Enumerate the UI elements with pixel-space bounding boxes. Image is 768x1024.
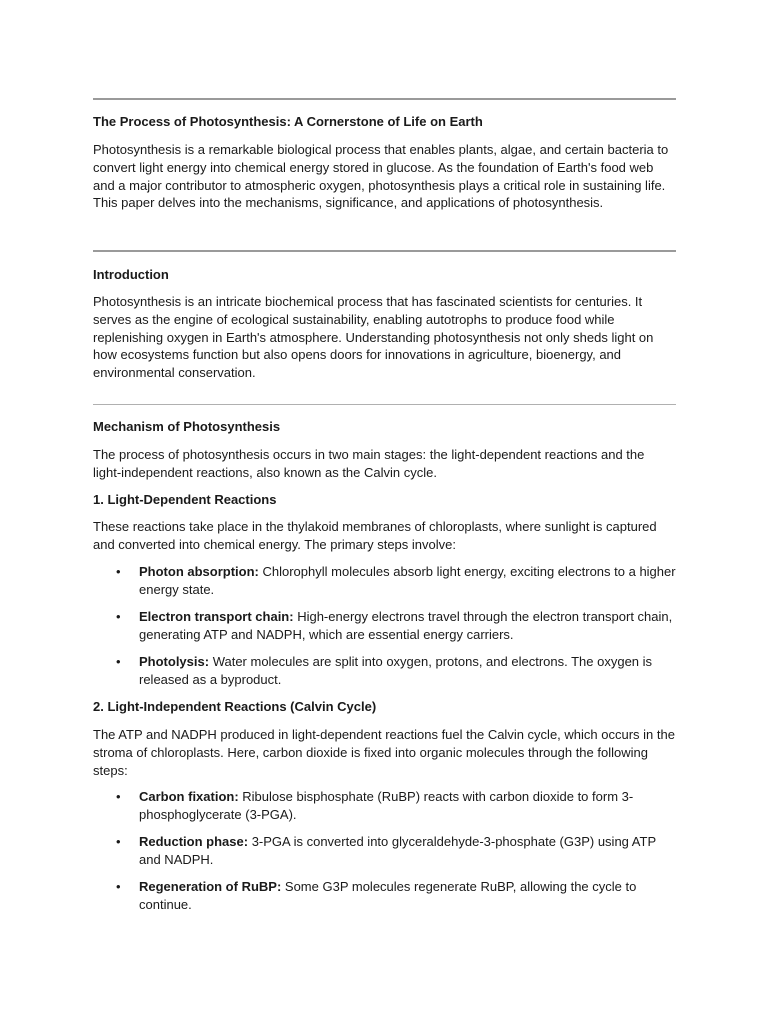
list-item-text — [139, 788, 676, 824]
list-item-term: Carbon fixation: — [139, 789, 239, 804]
light-dependent-heading: 1. Light-Dependent Reactions — [93, 492, 277, 507]
light-dependent-intro-paragraph: These reactions take place in the thylakoid membranes of chloroplasts, where sunlight is captured and converted into chemical energy. The primary steps involve: — [93, 519, 657, 552]
bullet-icon: • — [116, 789, 121, 804]
bullet-icon: • — [116, 879, 121, 894]
section-divider — [93, 98, 676, 100]
document-title: The Process of Photosynthesis: A Cornerstone of Life on Earth — [93, 114, 483, 129]
list-item-description: 3-PGA is converted into glyceraldehyde-3-phosphate (G3P) using ATP and NADPH. — [139, 834, 656, 867]
list-item-term: Photon absorption: — [139, 564, 259, 579]
bullet-icon: • — [116, 609, 121, 624]
list-item-description: Ribulose bisphosphate (RuBP) reacts with carbon dioxide to form 3-phosphoglycerate (3-PGA). — [139, 789, 634, 822]
list-item-description: Chlorophyll molecules absorb light energy, exciting electrons to a higher energy state. — [139, 564, 676, 597]
list-item-term: Reduction phase: — [139, 834, 249, 849]
list-item-description: Water molecules are split into oxygen, protons, and electrons. The oxygen is released as a byproduct. — [139, 654, 653, 687]
list-item-text — [139, 833, 676, 869]
introduction-heading: Introduction — [93, 267, 169, 282]
list-item-text — [139, 608, 676, 644]
mechanism-heading: Mechanism of Photosynthesis — [93, 419, 281, 434]
list-item-term: Electron transport chain: — [139, 609, 294, 624]
mechanism-intro-paragraph: The process of photosynthesis occurs in two main stages: the light-dependent reactions and the light-independent reactions, also known as the Calvin cycle. — [93, 447, 645, 480]
light-independent-heading: 2. Light-Independent Reactions (Calvin Cycle) — [93, 699, 377, 714]
introduction-paragraph: Photosynthesis is an intricate biochemical process that has fascinated scientists for centuries. It serves as the engine of ecological sustainability, enabling autotrophs to produce food while replenishing oxygen in Earth's atmosphere. Understanding photosynthesis not only sheds light on how ecosystems function but also opens doors for innovations in agriculture, bioenergy, and environmental conservation. — [93, 294, 654, 381]
bullet-icon: • — [116, 834, 121, 849]
bullet-icon: • — [116, 564, 121, 579]
abstract-paragraph: Photosynthesis is a remarkable biological process that enables plants, algae, and certain bacteria to convert light energy into chemical energy stored in glucose. As the foundation of Earth's food web and a major contributor to atmospheric oxygen, photosynthesis plays a critical role in sustaining life. This paper delves into the mechanisms, significance, and applications of photosynthesis. — [93, 142, 669, 211]
list-item-text — [139, 563, 676, 599]
bullet-icon: • — [116, 654, 121, 669]
list-item-description: High-energy electrons travel through the electron transport chain, generating ATP and NADPH, which are essential energy carriers. — [139, 609, 673, 642]
list-item-text — [139, 653, 676, 689]
list-item-term: Photolysis: — [139, 654, 210, 669]
list-item-description: Some G3P molecules regenerate RuBP, allowing the cycle to continue. — [139, 879, 637, 912]
list-item-term: Regeneration of RuBP: — [139, 879, 282, 894]
section-divider — [93, 404, 676, 405]
section-divider — [93, 250, 676, 252]
list-item-text — [139, 878, 676, 914]
light-independent-intro-paragraph: The ATP and NADPH produced in light-dependent reactions fuel the Calvin cycle, which occurs in the stroma of chloroplasts. Here, carbon dioxide is fixed into organic molecules through the following steps: — [93, 727, 675, 778]
